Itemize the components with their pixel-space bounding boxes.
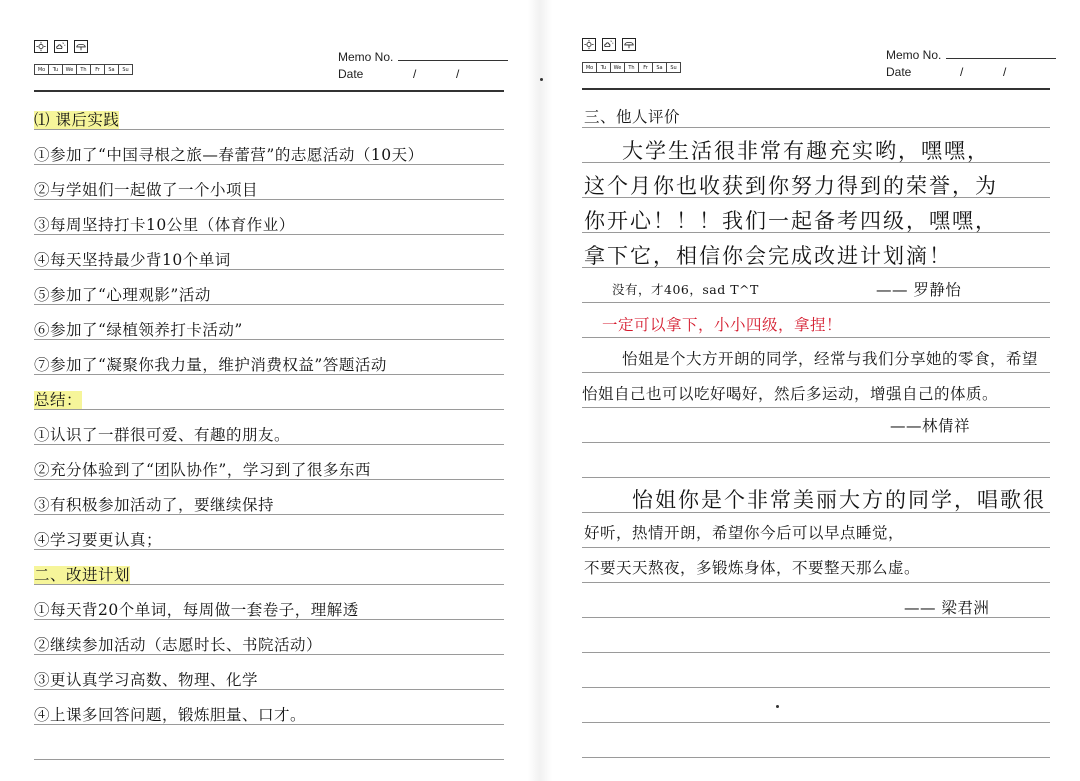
handwritten-line: ②充分体验到了“团队协作”，学习到了很多东西 <box>34 461 371 479</box>
handwritten-line: ⑦参加了“凝聚你我力量，维护消费权益”答题活动 <box>34 356 387 374</box>
handwritten-line <box>34 388 82 410</box>
ruled-line <box>582 407 1050 408</box>
ruled-line <box>582 722 1050 723</box>
sun-icon <box>34 40 48 53</box>
cloud-sun-icon <box>54 40 68 53</box>
ruled-line <box>582 477 1050 478</box>
date-separator: / <box>960 65 964 79</box>
comment-line: 怡姐你是个非常美丽大方的同学，唱歌很 <box>632 488 1046 512</box>
header-rule <box>34 90 504 92</box>
reply-note: 没有，才406，sad T^T <box>612 282 759 297</box>
memo-underline <box>398 50 508 61</box>
ink-dot <box>540 78 543 81</box>
weekday-box: Su <box>666 62 681 73</box>
handwritten-line: ⑤参加了“心理观影”活动 <box>34 286 211 304</box>
ruled-line <box>34 759 504 760</box>
memo-underline <box>946 48 1056 59</box>
date-field <box>338 67 398 81</box>
weekday-boxes <box>582 62 680 73</box>
memo-label: Memo No. <box>338 50 394 64</box>
comment-line: 怡姐自己也可以吃好喝好，然后多运动，增强自己的体质。 <box>582 385 999 403</box>
ruled-line <box>34 409 504 410</box>
handwritten-line: ③更认真学习高数、物理、化学 <box>34 671 259 689</box>
weekday-box: We <box>62 64 77 75</box>
comment-line: 好听，热情开朗，希望你今后可以早点睡觉， <box>584 524 905 542</box>
comment-line: 拿下它，相信你会完成改进计划滴！ <box>584 244 952 268</box>
ruled-line <box>582 687 1050 688</box>
section-heading: 总结： <box>34 391 83 409</box>
ruled-line <box>582 547 1050 548</box>
weekday-box: Sa <box>652 62 667 73</box>
signature: —— 罗静怡 <box>876 281 962 299</box>
comment-line: 大学生活很非常有趣充实哟，嘿嘿， <box>622 139 990 163</box>
weekday-box: Su <box>118 64 133 75</box>
page-gutter <box>528 0 552 781</box>
umbrella-icon <box>74 40 88 53</box>
weekday-box: Th <box>76 64 91 75</box>
handwritten-line: ③有积极参加活动了，要继续保持 <box>34 496 275 514</box>
weekday-box: Mo <box>582 62 597 73</box>
handwritten-line: ②继续参加活动（志愿时长、书院活动） <box>34 636 323 654</box>
date-field <box>886 65 946 79</box>
weekday-box: Tu <box>596 62 611 73</box>
signature: ——林倩祥 <box>890 417 971 435</box>
ink-dot <box>776 705 779 708</box>
section-heading: 三、他人评价 <box>584 108 681 126</box>
handwritten-line: ①参加了“中国寻根之旅—春蕾营”的志愿活动（10天） <box>34 146 424 164</box>
comment-line: 不要天天熬夜，多锻炼身体，不要整天那么虚。 <box>584 559 921 577</box>
weather-icons <box>34 40 88 53</box>
comment-line: 怡姐是个大方开朗的同学，经常与我们分享她的零食，希望 <box>622 350 1039 368</box>
weekday-boxes <box>34 64 132 75</box>
date-separator: / <box>1003 65 1007 79</box>
ruled-line <box>582 127 1050 128</box>
handwritten-line: ④上课多回答问题，锻炼胆量、口才。 <box>34 706 307 724</box>
ruled-line <box>582 302 1050 303</box>
handwritten-line: ③每周坚持打卡10公里（体育作业） <box>34 216 295 234</box>
handwritten-line <box>34 108 119 130</box>
handwritten-line: ①认识了一群很可爱、有趣的朋友。 <box>34 426 291 444</box>
date-separator: / <box>456 67 460 81</box>
handwritten-line: ①每天背20个单词，每周做一套卷子，理解透 <box>34 601 359 619</box>
ruled-line <box>582 442 1050 443</box>
weekday-box: Mo <box>34 64 49 75</box>
ruled-line <box>582 652 1050 653</box>
date-label: Date <box>886 65 912 79</box>
memo-no-field <box>886 48 1056 62</box>
handwritten-line <box>34 563 130 585</box>
handwritten-line: ④每天坚持最少背10个单词 <box>34 251 231 269</box>
ruled-line <box>582 372 1050 373</box>
ruled-line <box>582 757 1050 758</box>
weekday-box: Th <box>624 62 639 73</box>
comment-line: 这个月你也收获到你努力得到的荣誉，为 <box>584 174 998 198</box>
section-heading: ⑴ 课后实践 <box>34 111 120 129</box>
weather-icons <box>582 38 636 51</box>
date-separator: / <box>413 67 417 81</box>
umbrella-icon <box>622 38 636 51</box>
left-notebook-page <box>0 0 530 781</box>
cloud-sun-icon <box>602 38 616 51</box>
weekday-box: Fr <box>638 62 653 73</box>
weekday-box: Sa <box>104 64 119 75</box>
handwritten-line: ⑥参加了“绿植领养打卡活动” <box>34 321 243 339</box>
section-heading: 二、改进计划 <box>34 566 131 584</box>
handwritten-line: ④学习要更认真； <box>34 531 163 549</box>
weekday-box: Fr <box>90 64 105 75</box>
comment-line: 你开心！！！我们一起备考四级，嘿嘿， <box>584 209 998 233</box>
weekday-box: We <box>610 62 625 73</box>
weekday-box: Tu <box>48 64 63 75</box>
header-rule <box>582 88 1050 90</box>
ruled-line <box>582 582 1050 583</box>
red-note: 一定可以拿下，小小四级，拿捏！ <box>602 316 843 334</box>
ruled-line <box>582 337 1050 338</box>
memo-label: Memo No. <box>886 48 942 62</box>
right-notebook-page <box>550 0 1080 781</box>
signature: —— 梁君洲 <box>904 599 990 617</box>
date-label: Date <box>338 67 364 81</box>
handwritten-line: ②与学姐们一起做了一个小项目 <box>34 181 259 199</box>
memo-no-field <box>338 50 508 64</box>
sun-icon <box>582 38 596 51</box>
